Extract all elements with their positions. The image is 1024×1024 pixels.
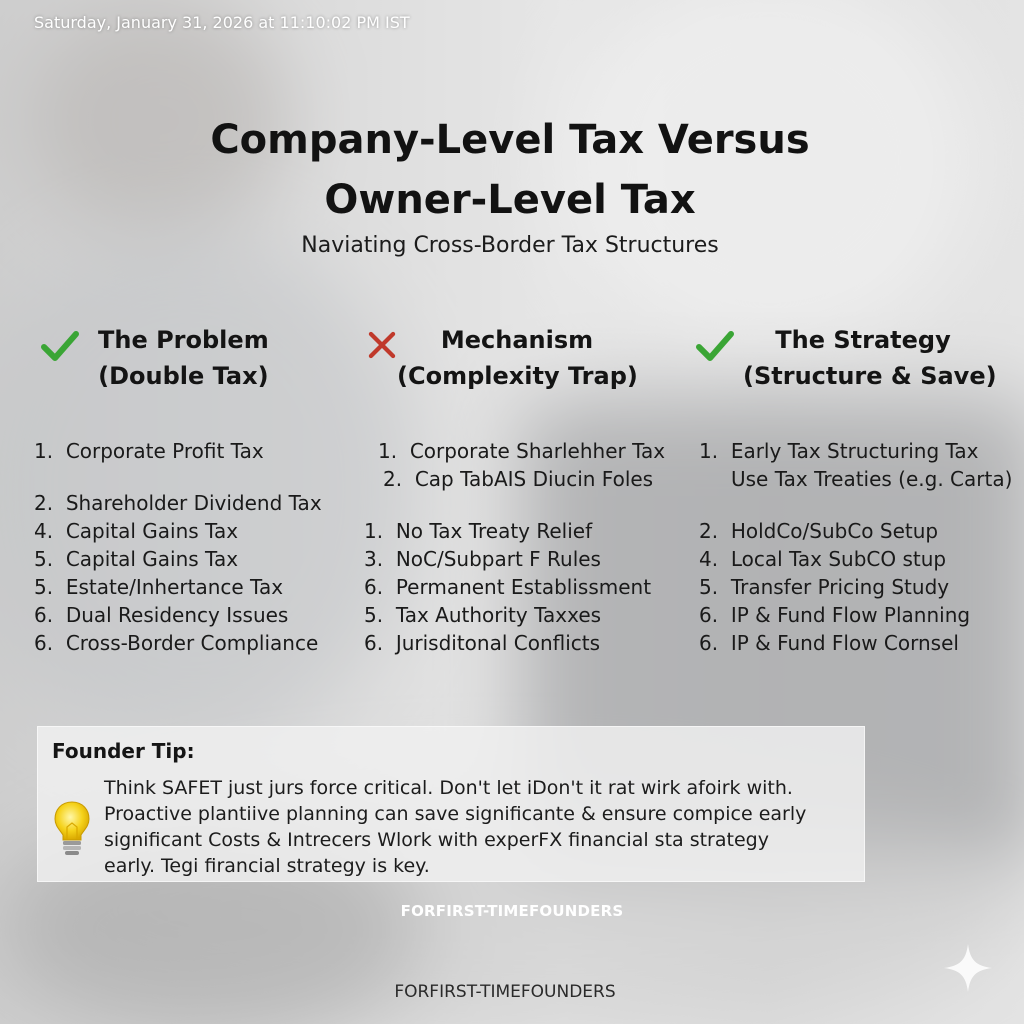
check-icon — [40, 326, 80, 366]
list-item: 6. IP & Fund Flow Planning — [699, 603, 971, 627]
lightbulb-icon — [52, 799, 92, 859]
timestamp: Saturday, January 31, 2026 at 11:10:02 PM IST — [34, 13, 410, 32]
page-title — [110, 110, 910, 230]
list-item: 6. Permanent Establissment — [364, 575, 652, 599]
list-item: 6. Dual Residency Issues — [34, 603, 289, 627]
column-mechanism-list — [364, 517, 651, 657]
column-strategy-subtitle: (Structure & Save) — [743, 362, 997, 390]
list-item: 3. NoC/Subpart F Rules — [364, 547, 601, 571]
footer-tagline: FORFIRST-TIMEFOUNDERS — [394, 982, 616, 1002]
column-problem-subtitle: (Double Tax) — [98, 362, 269, 390]
list-item: 6. IP & Fund Flow Cornsel — [699, 631, 959, 655]
column-strategy-title: The Strategy — [775, 326, 951, 354]
column-mechanism-title: Mechanism — [440, 326, 594, 354]
list-item: 1. No Tax Treaty Relief — [364, 519, 593, 543]
column-problem-list-continued — [34, 489, 322, 657]
cross-icon — [365, 328, 399, 362]
column-strategy-list — [699, 517, 970, 657]
founder-tip-box — [37, 726, 865, 882]
list-item: 5. Tax Authority Taxxes — [364, 603, 602, 627]
list-item: 2. HoldCo/SubCo Setup — [699, 519, 939, 543]
list-item: 1. Corporate Profit Tax — [34, 439, 264, 463]
founder-tip-title: Founder Tip: — [52, 739, 195, 763]
column-mechanism-subtitle: (Complexity Trap) — [397, 362, 638, 390]
list-item: 2. Cap TabAIS Diucin Foles — [383, 467, 654, 491]
subtitle: Naviating Cross-Border Tax Structures — [301, 233, 719, 258]
list-item: 4. Local Tax SubCO stup — [699, 547, 947, 571]
title-line-1: Company-Level Tax Versus — [210, 117, 810, 163]
list-item: 5. Estate/Inhertance Tax — [34, 575, 284, 599]
tip-line: Proactive plantiive planning can save significante & ensure compice early — [104, 803, 807, 825]
founder-tip-text — [104, 775, 854, 879]
list-item: 5. Transfer Pricing Study — [699, 575, 950, 599]
list-item: Use Tax Treaties (e.g. Carta) — [731, 467, 1013, 491]
list-item: 5. Capital Gains Tax — [34, 547, 239, 571]
list-item: 4. Capital Gains Tax — [34, 519, 239, 543]
list-item: 1. Corporate Sharlehher Tax — [378, 439, 666, 463]
column-problem-title: The Problem — [98, 326, 269, 354]
check-icon — [695, 326, 735, 366]
sparkle-icon — [942, 942, 994, 994]
footer-tagline-overlay: FORFIRST-TIMEFOUNDERS — [400, 902, 624, 920]
title-line-2: Owner-Level Tax — [324, 177, 696, 223]
column-mechanism-list-top — [378, 437, 665, 493]
tip-line: Think SAFET just jurs force critical. Don't let iDon't it rat wirk afoirk with. — [104, 777, 793, 799]
tip-line: early. Tegi firancial strategy is key. — [104, 855, 430, 877]
column-strategy-list-top — [699, 437, 1012, 493]
tip-line: significant Costs & Intrecers Wlork with experFX financial sta strategy — [104, 829, 769, 851]
list-item: 1. Early Tax Structuring Tax — [699, 439, 979, 463]
list-item: 6. Jurisditonal Conflicts — [364, 631, 601, 655]
list-item: 6. Cross-Border Compliance — [34, 631, 319, 655]
list-item: 2. Shareholder Dividend Tax — [34, 491, 322, 515]
column-problem-list — [34, 437, 264, 465]
